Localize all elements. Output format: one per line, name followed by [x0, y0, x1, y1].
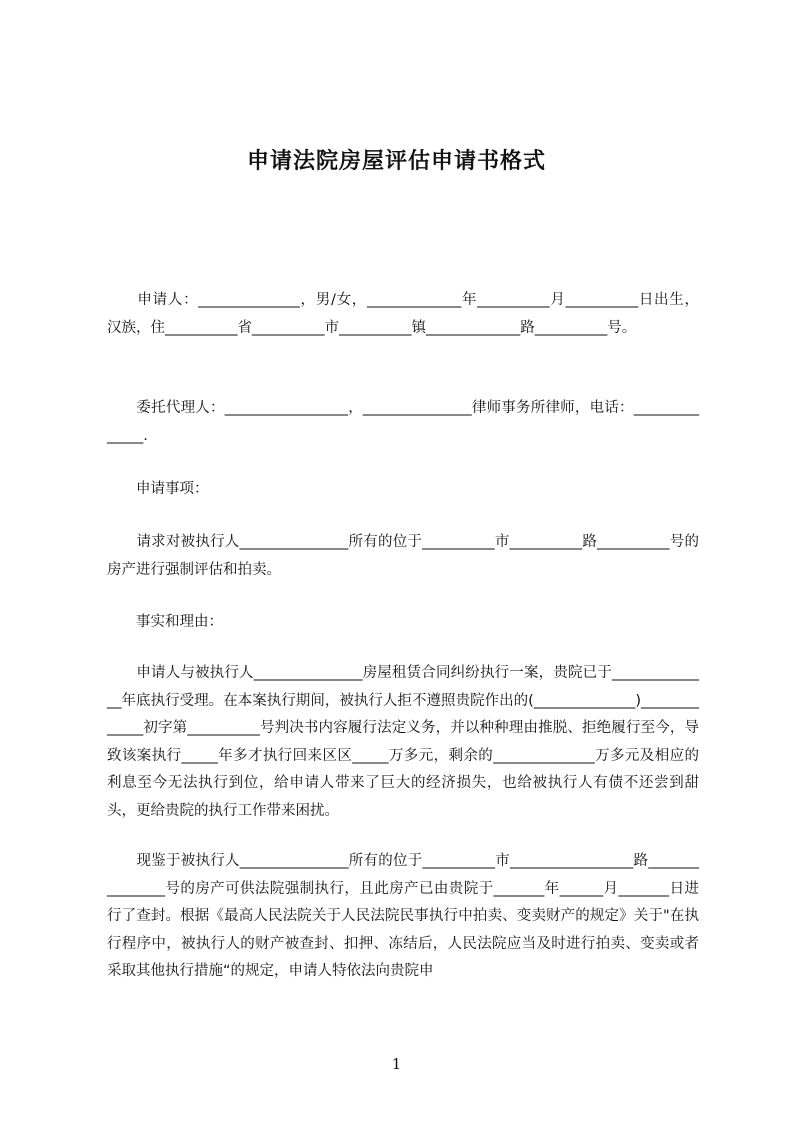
- facts-reasons-heading: 事实和理由：: [107, 614, 223, 630]
- facts-paragraph: 申请人与被执行人_______________房屋租赁合同纠纷执行一案，贵院已于______________年底执行受理。在本案执行期间，被执行人拒不遵照贵院作出的(______________)_____________初字第__________号判决书内容履行法定义务，并以种种理由推脱、拒绝履行至今，导致该案执行_____年多才执行回来区区_____万多元，剩余的______________万多元及相应的利息至今无法执行到位，给申请人带来了巨大的经济损失，也给被执行人有债不还尝到甜头，更给贵院的执行工作带来困扰。: [107, 665, 699, 819]
- applicant-info-paragraph: 申请人：______________，男/女，_____________年__________月__________日出生，汉族，住__________省__________市__________镇_____________路__________号。: [107, 292, 699, 336]
- document-title: 申请法院房屋评估申请书格式: [246, 149, 546, 174]
- request-items-paragraph: 请求对被执行人_______________所有的位于__________市__________路__________号的房产进行强制评估和拍卖。: [107, 534, 699, 578]
- page-number: 1: [391, 1055, 402, 1073]
- request-items-heading: 申请事项：: [107, 481, 209, 497]
- agent-info-paragraph: 委托代理人：_________________，_______________律师事务所律师，电话：______________.: [107, 400, 699, 444]
- reasons-paragraph: 现鉴于被执行人_______________所有的位于__________市_________________路_______________号的房产可供法院强制执行，且此房产已由贵院于_______年______月_______日进行了查封。根据《最高人民法院关于人民法院民事执行中拍卖、变卖财产的规定》关于"在执行程序中，被执行人的财产被查封、扣押、冻结后，人民法院应当及时进行拍卖、变卖或者采取其他执行措施“的规定，申请人特依法向贵院申: [107, 853, 699, 979]
